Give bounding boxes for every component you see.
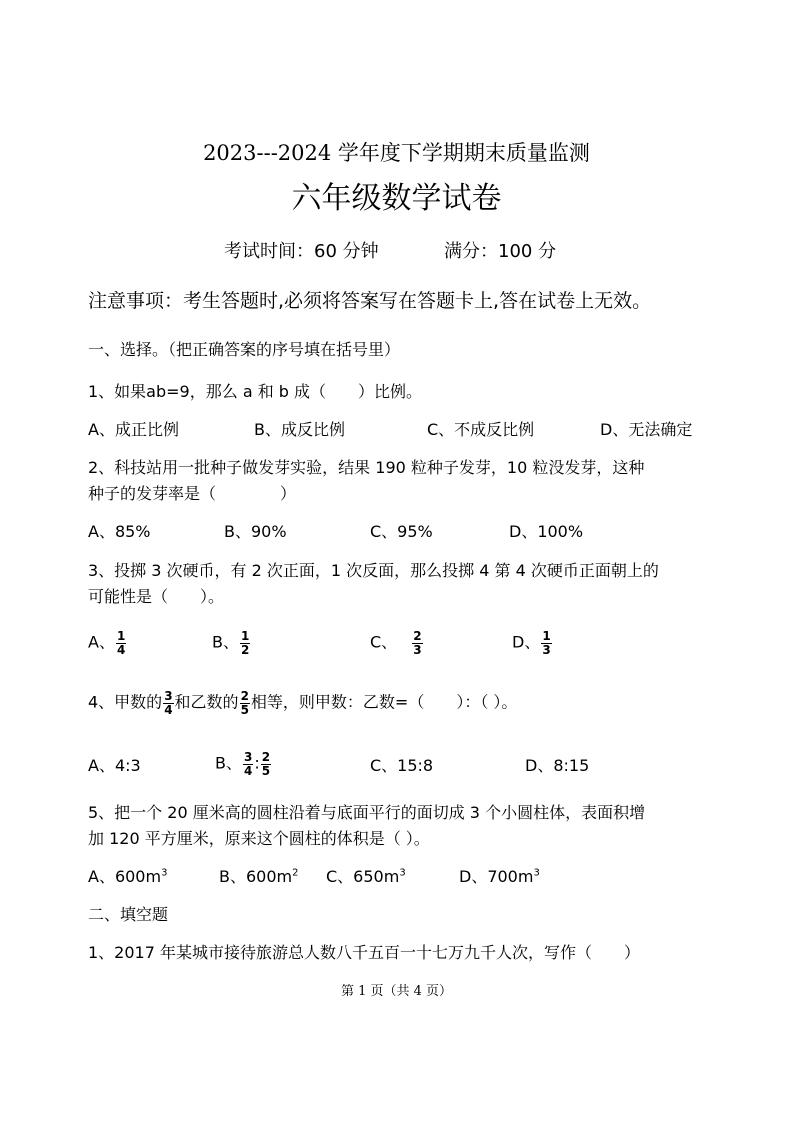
- question-3-line2: 可能性是（ ）。: [88, 587, 225, 606]
- fraction: $\frac{2}{3}$: [413, 629, 422, 657]
- q1-option-d: D、无法确定: [600, 420, 693, 439]
- q4-option-c: C、15:8: [370, 756, 434, 775]
- q3-option-b: [212, 630, 251, 656]
- q2-option-a: A、85%: [88, 522, 151, 541]
- q4-option-b: B、 $\frac{3}{4}$ : $\frac{2}{5}$: [215, 750, 271, 778]
- q3-option-c-label: C、: [370, 632, 398, 652]
- q3-option-a: [88, 630, 127, 656]
- q1-option-b: B、成反比例: [254, 420, 345, 439]
- fraction: $\frac{2}{5}$: [240, 689, 249, 717]
- q5-option-c: C、$650m^3$: [326, 867, 406, 886]
- q3-option-d: [512, 630, 553, 656]
- q3-option-b-label: B、: [212, 632, 239, 652]
- fraction: $\frac{3}{4}$: [164, 689, 173, 717]
- exam-year-title: 2023---2024 学年度下学期期末质量监测: [203, 141, 590, 165]
- notice: 注意事项：考生答题时,必须将答案写在答题卡上,答在试卷上无效。: [88, 290, 652, 312]
- fraction: $\frac{1}{2}$: [240, 629, 250, 657]
- section-heading-choice: 一、选择。（把正确答案的序号填在括号里）: [88, 340, 401, 359]
- q4-option-a: A、4:3: [88, 756, 141, 775]
- section2-question-1: 1、2017 年某城市接待旅游总人数八千五百一十七万九千人次，写作（ ）: [88, 943, 640, 962]
- q5-option-a: A、$600m^3$: [88, 867, 168, 886]
- q4-option-d: D、8:15: [525, 756, 590, 775]
- full-score: 满分：100 分: [444, 241, 557, 262]
- question-5-line2: 加 120 平方厘米，原来这个圆柱的体积是（ ）。: [88, 829, 430, 848]
- q5-option-b: B、$600m^2$: [219, 867, 299, 886]
- q1-option-a: A、成正比例: [88, 420, 179, 439]
- question-3-line1: 3、投掷 3 次硬币，有 2 次正面，1 次反面，那么投掷 4 第 4 次硬币正面朝上的: [88, 561, 659, 580]
- section-heading-fill: 二、填空题: [88, 905, 169, 924]
- exam-time: 考试时间：60 分钟: [224, 241, 379, 262]
- q2-option-c: C、95%: [370, 522, 433, 541]
- fraction: $\frac{1}{3}$: [542, 629, 551, 657]
- q2-option-b: B、90%: [224, 522, 287, 541]
- fraction: $\frac{2}{5}$: [261, 750, 271, 778]
- q1-option-c: C、不成反比例: [427, 420, 535, 439]
- question-1-stem: 1、如果ab=9，那么 a 和 b 成（ ）比例。: [88, 382, 423, 401]
- q3-option-a-label: A、: [88, 632, 115, 652]
- question-2-line1: 2、科技站用一批种子做发芽实验，结果 190 粒种子发芽，10 粒没发芽，这种: [88, 458, 645, 477]
- page-number: 第 1 页（共 4 页）: [340, 984, 453, 999]
- question-5-line1: 5、把一个 20 厘米高的圆柱沿着与底面平行的面切成 3 个小圆柱体，表面积增: [88, 803, 646, 822]
- q2-option-d: D、100%: [509, 522, 584, 541]
- q3-option-d-label: D、: [512, 632, 541, 652]
- question-4-stem: 4、甲数的 $\frac{3}{4}$ 和乙数的 $\frac{2}{5}$ 相等，则甲数：乙数=（ ）：（ ）。: [88, 689, 518, 717]
- exam-subject-title: 六年级数学试卷: [291, 181, 502, 216]
- fraction: $\frac{1}{4}$: [116, 629, 126, 657]
- q5-option-d: D、$700m^3$: [459, 867, 540, 886]
- fraction: $\frac{3}{4}$: [243, 750, 253, 778]
- question-2-line2: 种子的发芽率是（ ）: [88, 484, 297, 503]
- q3-option-c: [370, 630, 424, 656]
